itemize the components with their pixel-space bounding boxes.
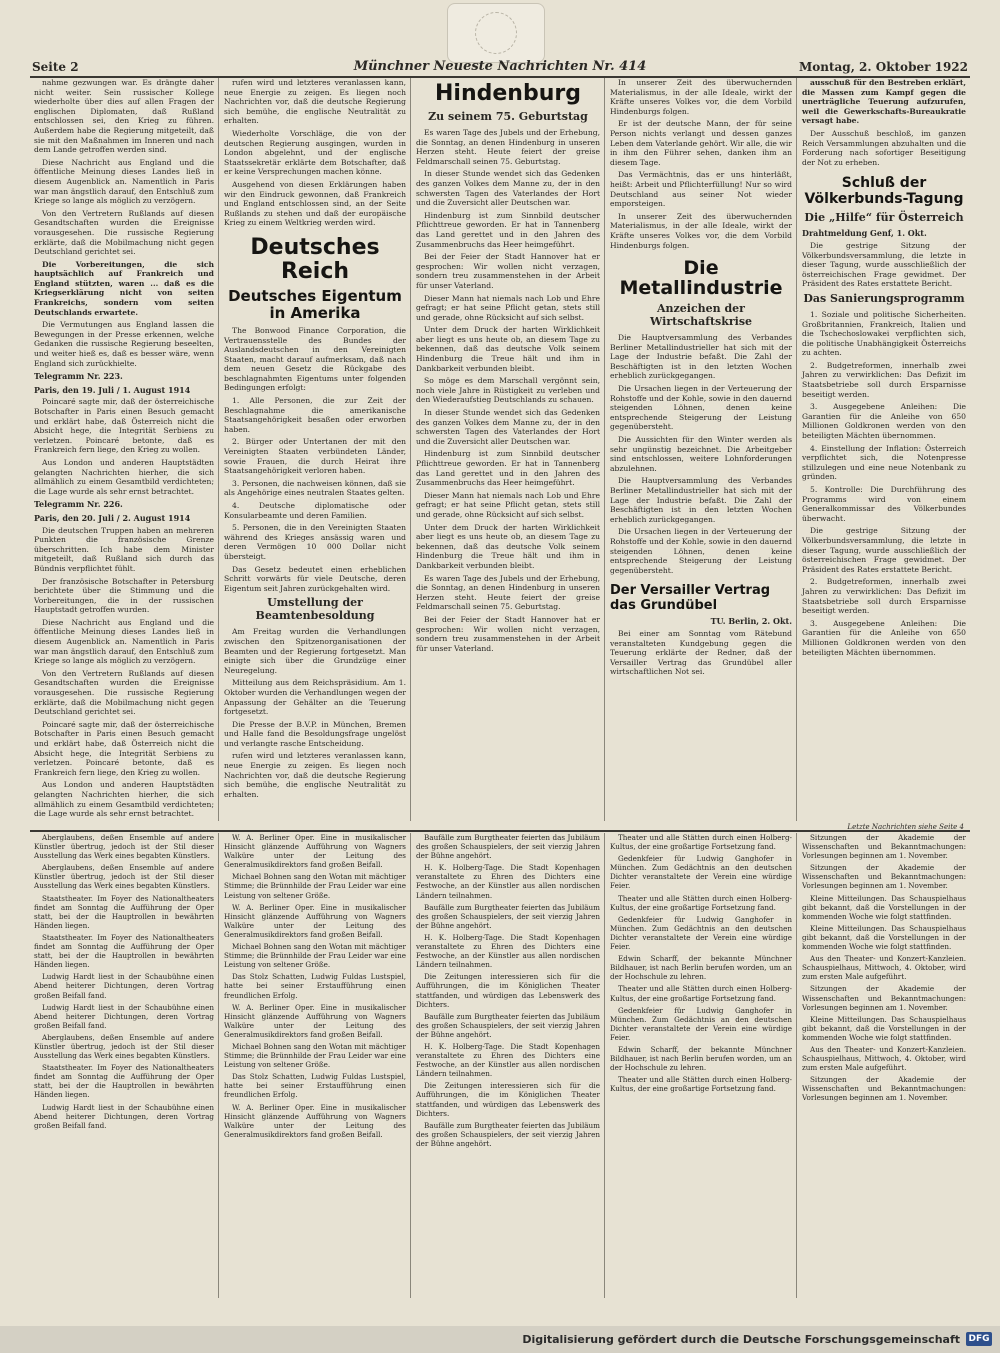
column-rule [218, 833, 219, 1298]
feuilleton-paragraph: Baufälle zum Burgtheater feierten das Jubiläum des großen Schauspielers, der seit vierzig Jahren der Bühne angehört. [416, 833, 600, 861]
article-paragraph: Die Hauptversammlung des Verbandes Berliner Metallindustrieller hat sich mit der Lage der Industrie befaßt. Die Zahl der Beschäftigten ist in den letzten Wochen erheblich zurückgegangen. [610, 476, 792, 524]
article-paragraph: Diese Nachricht aus England und die öffentliche Meinung dieses Landes ließ in diesem Augenblick an. Namentlich in Paris war man ängstlich darauf, den Entschluß zum Kriege so lange als möglich zu verzögern. [34, 617, 214, 666]
article-paragraph: 5. Personen, die in den Vereinigten Staaten während des Krieges ansässig waren und deren Vermögen 10 000 Dollar nicht übersteigt. [224, 523, 406, 561]
article-paragraph: In dieser Stunde wendet sich das Gedenken des ganzen Volkes dem Manne zu, der in den schwersten Tagen des Vaterlandes der Hort und die Zuversicht aller Deutschen war. [416, 169, 600, 208]
column-rule [604, 78, 605, 821]
article-subheading: Das Sanierungsprogramm [803, 291, 965, 305]
feuilleton-paragraph: W. A. Berliner Oper. Eine in musikalischer Hinsicht glänzende Aufführung von Wagners Walküre unter der Leitung des Generalmusikdirektors fand großen Beifall. [224, 1002, 406, 1039]
feuilleton-paragraph: Edwin Scharff, der bekannte Münchner Bildhauer, ist nach Berlin berufen worden, um an der Hochschule zu lehren. [610, 1044, 792, 1073]
stamp-seal [475, 12, 517, 54]
feuilleton-paragraph: Baufälle zum Burgtheater feierten das Jubiläum des großen Schauspielers, der seit vierzig Jahren der Bühne angehört. [416, 1011, 600, 1039]
article-paragraph: Aus London und anderen Hauptstädten gelangten Nachrichten hierher, die sich allmählich zu einem Gesamtbild verdichteten; die Lage wurde als sehr ernst betrachtet. [34, 780, 214, 819]
article-paragraph: Bei der Feier der Stadt Hannover hat er gesprochen: Wir wollen nicht verzagen, sondern treu zusammenstehen in der Arbeit für unser Vaterland. [416, 614, 600, 653]
column-rule [410, 833, 411, 1298]
article-paragraph: 3. Personen, die nachweisen können, daß sie als Angehörige eines neutralen Staates gelten. [224, 478, 406, 498]
feuilleton-paragraph: Theater und alle Stätten durch einen Holberg-Kultus, der eine großartige Fortsetzung fand. [610, 893, 792, 912]
feuilleton-paragraph: Gedenkfeier für Ludwig Ganghofer in München. Zum Gedächtnis an den deutschen Dichter veranstaltete der Verein eine würdige Feier. [610, 914, 792, 952]
article-paragraph: Aus London und anderen Hauptstädten gelangten Nachrichten hierher, die sich allmählich zu einem Gesamtbild verdichteten; die Lage wurde als sehr ernst betrachtet. [34, 457, 214, 496]
article-paragraph: 3. Ausgegebene Anleihen: Die Garantien für die Anleihe von 650 Millionen Goldkronen werden von den beteiligten Mächten übernommen. [802, 402, 966, 441]
article-headline: Der Versailler Vertrag das Grundübel [610, 583, 771, 614]
continuation-note: Letzte Nachrichten siehe Seite 4 [847, 823, 964, 831]
feuilleton-paragraph: Sitzungen der Akademie der Wissenschaften und Bekanntmachungen: Vorlesungen beginnen am 1. November. [802, 984, 966, 1012]
feuilleton-paragraph: Gedenkfeier für Ludwig Ganghofer in München. Zum Gedächtnis an den deutschen Dichter veranstaltete der Verein eine würdige Feier. [610, 854, 792, 891]
article-paragraph: Das Vermächtnis, das er uns hinterläßt, heißt: Arbeit und Pflichterfüllung! Nur so wird Deutschland aus seiner Not wieder emporsteigen. [610, 170, 792, 209]
feuilleton-paragraph: H. K. Holberg-Tage. Die Stadt Kopenhagen veranstaltete zu Ehren des Dichters eine Festwoche, an der Künstler aus allen nordischen Ländern teilnahmen. [416, 932, 600, 970]
feuilleton-paragraph: Aus den Theater- und Konzert-Kanzleien. Schauspielhaus, Mittwoch, 4. Oktober, wird zum ersten Male aufgeführt. [802, 954, 966, 982]
feuilleton-paragraph: Aberglaubens, deßen Ensemble auf andere Künstler übertrug, jedoch ist der Stil dieser Ausstellung das Werk eines begabten Künstlers. [34, 1032, 214, 1061]
feuilleton-paragraph: Das Stolz Schatten, Ludwig Fuldas Lustspiel, hatte bei seiner Erstaufführung einen freundlichen Erfolg. [224, 972, 406, 1000]
feuilleton-column-1 [30, 833, 218, 1298]
article-paragraph: Unter dem Druck der harten Wirklichkeit aber liegt es uns heute ob, an diesem Tage zu bekennen, daß das deutsche Volk seinem Hindenburg die Treue hält und ihm in Dankbarkeit verbunden bleibt. [416, 325, 600, 373]
article-paragraph: Hindenburg ist zum Sinnbild deutscher Pflichttreue geworden. Er hat in Tannenberg das Land gerettet und in den Jahren des Zusammenbruchs das Heer heimgeführt. [416, 449, 600, 488]
article-paragraph: Die Vorbereitungen, die sich hauptsächlich auf Frankreich und England stützten, waren ... daß es die Kriegserklärung nicht von seiten Frankreichs, sondern vom seiten Deutschlands erwartete. [34, 259, 214, 317]
article-paragraph: Es waren Tage des Jubels und der Erhebung, die Sonntag, an denen Hindenburg in unseren Herzen steht. Heute feiert der greise Feldmarschall seinen 75. Geburtstag. [416, 573, 600, 612]
column-rule [796, 78, 797, 821]
feuilleton-paragraph: Aberglaubens, deßen Ensemble auf andere Künstler übertrug, jedoch ist der Stil dieser Ausstellung das Werk eines begabten Künstlers. [34, 863, 214, 891]
article-paragraph: 2. Budgetreformen, innerhalb zwei Jahren zu verwirklichen: Das Defizit im Staatsbetriebe soll durch Ersparnisse beseitigt werden. [802, 360, 966, 399]
telegram-date: Paris, den 20. Juli / 2. August 1914 [34, 512, 191, 523]
feuilleton-paragraph: Sitzungen der Akademie der Wissenschaften und Bekanntmachungen: Vorlesungen beginnen am 1. November. [802, 1075, 966, 1103]
feuilleton-paragraph: Staatstheater. Im Foyer des Nationaltheaters findet am Sonntag die Aufführung der Oper statt, bei der die Hauptrollen in bewährten Händen liegen. [34, 893, 214, 930]
telegram-date: Paris, den 19. Juli / 1. August 1914 [34, 384, 191, 395]
feuilleton-paragraph: W. A. Berliner Oper. Eine in musikalischer Hinsicht glänzende Aufführung von Wagners Walküre unter der Leitung des Generalmusikdirektors fand großen Beifall. [224, 902, 406, 939]
column-4 [606, 78, 796, 821]
feuilleton-paragraph: Sitzungen der Akademie der Wissenschaften und Bekanntmachungen: Vorlesungen beginnen am 1. November. [802, 833, 966, 861]
article-paragraph: Hindenburg ist zum Sinnbild deutscher Pflichttreue geworden. Er hat in Tannenberg das Land gerettet und in den Jahren des Zusammenbruchs das Heer heimgeführt. [416, 210, 600, 249]
feuilleton-paragraph: Die Zeitungen interessieren sich für die Aufführungen, die im Königlichen Theater stattfanden, und würdigen das Lebenswerk des Dichters. [416, 972, 600, 1009]
feuilleton-column-2 [220, 833, 410, 1298]
section-heading: Deutsches Reich [250, 234, 380, 284]
article-paragraph: Bei einer am Sonntag vom Rätebund veranstalteten Kundgebung gegen die Teuerung erklärte der Redner, daß der Versailler Vertrag das Grundübel aller wirtschaftlichen Not sei. [610, 628, 792, 677]
article-subheading: Die „Hilfe“ für Österreich [804, 211, 964, 225]
feuilleton-paragraph: Ludwig Hardt liest in der Schaubühne einen Abend heiterer Dichtungen, deren Vortrag großen Beifall fand. [34, 1102, 214, 1130]
article-paragraph: Die deutschen Truppen haben an mehreren Punkten die französische Grenze überschritten. Ich habe dem Minister mitgeteilt, daß Rußland sich durch das Bündnis verpflichtet fühlt. [34, 525, 214, 573]
feuilleton-paragraph: W. A. Berliner Oper. Eine in musikalischer Hinsicht glänzende Aufführung von Wagners Walküre unter der Leitung des Generalmusikdirektors fand großen Beifall. [224, 1102, 406, 1139]
column-rule [796, 833, 797, 1298]
article-paragraph: Dieser Mann hat niemals nach Lob und Ehre gefragt; er hat seine Pflicht getan, stets still und gerade, ohne Rücksicht auf sich selbst. [416, 293, 600, 322]
feuilleton-paragraph: Baufälle zum Burgtheater feierten das Jubiläum des großen Schauspielers, der seit vierzig Jahren der Bühne angehört. [416, 1120, 600, 1148]
feuilleton-paragraph: Staatstheater. Im Foyer des Nationaltheaters findet am Sonntag die Aufführung der Oper statt, bei der die Hauptrollen in bewährten Händen liegen. [34, 932, 214, 970]
feuilleton-paragraph: Michael Bohnen sang den Wotan mit mächtiger Stimme; die Brünnhilde der Frau Leider war eine Leistung von seltener Größe. [224, 942, 406, 970]
article-paragraph: Poincaré sagte mir, daß der österreichische Botschafter in Paris einen Besuch gemacht und erklärt habe, daß Österreich nicht die Absicht hege, die Integrität Serbiens zu verletzen. Poincaré betonte, daß es Frankreich fern liege, den Krieg zu wollen. [34, 719, 214, 777]
column-3 [412, 78, 604, 821]
page-number: Seite 2 [32, 60, 79, 74]
article-paragraph: Der Ausschuß beschloß, im ganzen Reich Versammlungen abzuhalten und die Forderung nach sofortiger Beseitigung der Not zu erheben. [802, 128, 966, 167]
article-paragraph: Die Hauptversammlung des Verbandes Berliner Metallindustrieller hat sich mit der Lage der Industrie befaßt. Die Zahl der Beschäftigten ist in den letzten Wochen erheblich zurückgegangen. [610, 333, 792, 381]
feuilleton-paragraph: Michael Bohnen sang den Wotan mit mächtiger Stimme; die Brünnhilde der Frau Leider war eine Leistung von seltener Größe. [224, 872, 406, 900]
article-paragraph: Von den Vertretern Rußlands auf diesen Gesandtschaften wurden die Ereignisse vorausgesehen. Die russische Regierung erklärte, daß die Mobilmachung nicht gegen Deutschland gerichtet sei. [34, 668, 214, 717]
article-paragraph: 1. Alle Personen, die zur Zeit der Beschlagnahme die amerikanische Staatsangehörigkeit besaßen oder erworben haben. [224, 396, 406, 434]
article-paragraph: Der französische Botschafter in Petersburg berichtete über die Stimmung und die Vorbereitungen, die in der russischen Hauptstadt getroffen wurden. [34, 576, 214, 615]
feuilleton-paragraph: Aberglaubens, deßen Ensemble auf andere Künstler übertrug, jedoch ist der Stil dieser Ausstellung das Werk eines begabten Künstlers. [34, 833, 214, 861]
feuilleton-paragraph: Edwin Scharff, der bekannte Münchner Bildhauer, ist nach Berlin berufen worden, um an der Hochschule zu lehren. [610, 954, 792, 982]
feuilleton-paragraph: Ludwig Hardt liest in der Schaubühne einen Abend heiterer Dichtungen, deren Vortrag großen Beifall fand. [34, 1002, 214, 1030]
column-2 [220, 78, 410, 821]
feuilleton-paragraph: Kleine Mitteilungen. Das Schauspielhaus gibt bekannt, daß die Vorstellungen in der kommenden Woche wie folgt stattfinden. [802, 893, 966, 921]
article-paragraph: Die Vermutungen aus England lassen die Bewegungen in der Presse erkennen, welche Gedanken die russische Regierung beseelten, und weiter hieß es, daß es besser wäre, wenn England sich zurückhielte. [34, 320, 214, 368]
article-paragraph: Wiederholte Vorschläge, die von der deutschen Regierung ausgingen, wurden in London abgelehnt, und der englische Staatssekretär erklärte dem Botschafter, daß er keine Versprechungen machen könne. [224, 128, 406, 177]
newspaper-title: Münchner Neueste Nachrichten Nr. 414 [353, 59, 647, 74]
article-paragraph: The Bonwood Finance Corporation, die Vertrauensstelle des Bundes der Auslandsdeutschen in den Vereinigten Staaten, macht darauf aufmerksam, daß nach dem neuen Gesetz die Rückgabe des beschlagnahmten Eigentums unter folgenden Bedingungen erfolgt: [224, 325, 406, 393]
article-paragraph: nahme gezwungen war. Es drängte daher nicht weiter. Sein russischer Kollege wiederholte über dies auf allen Fragen der englischen Diplomaten, daß Rußland entschlossen sei, den Krieg zu führen. Außerdem habe die Regierung mitgeteilt, daß sie mit den Maßnahmen im Inneren und nach dem Lande getroffen werden sind. [34, 78, 214, 155]
issue-date: Montag, 2. Oktober 1922 [798, 60, 968, 74]
article-dateline: Drahtmeldung Genf, 1. Okt. [802, 228, 927, 239]
article-paragraph: Die Ursachen liegen in der Verteuerung der Rohstoffe und der Kohle, sowie in den dauernd steigenden Löhnen, denen keine entsprechende Steigerung der Leistung gegenübersteht. [610, 527, 792, 575]
feuilleton-paragraph: Gedenkfeier für Ludwig Ganghofer in München. Zum Gedächtnis an den deutschen Dichter veranstaltete der Verein eine würdige Feier. [610, 1005, 792, 1042]
article-paragraph: Poincaré sagte mir, daß der österreichische Botschafter in Paris einen Besuch gemacht und erklärt habe, daß Österreich nicht die Absicht hege, die Integrität Serbiens zu verletzen. Poincaré betonte, daß es Frankreich fern liege, den Krieg zu wollen. [34, 397, 214, 455]
article-paragraph: Die Presse der B.V.P. in München, Bremen und Halle fand die Besoldungsfrage ungelöst und verlangte rasche Entscheidung. [224, 719, 406, 748]
article-paragraph: Von den Vertretern Rußlands auf diesen Gesandtschaften wurden die Ereignisse vorausgesehen. Die russische Regierung erklärte, daß die Mobilmachung nicht gegen Deutschland gerichtet sei. [34, 208, 214, 257]
article-paragraph: So möge es dem Marschall vergönnt sein, noch viele Jahre in Rüstigkeit zu verleben und den Wiederaufstieg Deutschlands zu schauen. [416, 376, 600, 405]
feuilleton-column-4 [606, 833, 796, 1298]
feuilleton-paragraph: Kleine Mitteilungen. Das Schauspielhaus gibt bekannt, daß die Vorstellungen in der kommenden Woche wie folgt stattfinden. [802, 1014, 966, 1042]
article-paragraph: Er ist der deutsche Mann, der für seine Person nichts verlangt und dessen ganzes Leben dem Vaterlande gehört. Wir alle, die wir in ihm den Führer sehen, danken ihm an diesem Tage. [610, 119, 792, 167]
feuilleton-column-5 [798, 833, 970, 1298]
masthead [30, 60, 970, 74]
feuilleton-paragraph: Aus den Theater- und Konzert-Kanzleien. Schauspielhaus, Mittwoch, 4. Oktober, wird zum ersten Male aufgeführt. [802, 1044, 966, 1073]
article-paragraph: rufen wird und letzteres veranlassen kann, neue Energie zu zeigen. Es liegen noch Nachrichten vor, daß die deutsche Regierung sich bemühe, die englische Neutralität zu erhalten. [224, 751, 406, 799]
library-stamp [447, 3, 545, 63]
article-paragraph: Die Aussichten für den Winter werden als sehr ungünstig bezeichnet. Die Arbeitgeber sind entschlossen, weitere Lohnforderungen abzulehnen. [610, 435, 792, 473]
article-paragraph: Die Ursachen liegen in der Verteuerung der Rohstoffe und der Kohle, sowie in den dauernd steigenden Löhnen, denen keine entsprechende Steigerung der Leistung gegenübersteht. [610, 384, 792, 432]
article-dateline: TU. Berlin, 2. Okt. [710, 616, 792, 627]
article-paragraph: In dieser Stunde wendet sich das Gedenken des ganzen Volkes dem Manne zu, der in den schwersten Tagen des Vaterlandes der Hort und die Zuversicht aller Deutschen war. [416, 408, 600, 446]
column-rule [410, 78, 411, 821]
article-paragraph: 2. Budgetreformen, innerhalb zwei Jahren zu verwirklichen: Das Defizit im Staatsbetriebe soll durch Ersparnisse beseitigt werden. [802, 577, 966, 616]
article-paragraph: rufen wird und letzteres veranlassen kann, neue Energie zu zeigen. Es liegen noch Nachrichten vor, daß die deutsche Regierung sich bemühe, die englische Neutralität zu erhalten. [224, 78, 406, 126]
feuilleton-paragraph: Sitzungen der Akademie der Wissenschaften und Bekanntmachungen: Vorlesungen beginnen am 1. November. [802, 863, 966, 891]
feuilleton-paragraph: H. K. Holberg-Tage. Die Stadt Kopenhagen veranstaltete zu Ehren des Dichters eine Festwoche, an der Künstler aus allen nordischen Ländern teilnahmen. [416, 863, 600, 900]
column-5 [798, 78, 970, 821]
feuilleton-paragraph: H. K. Holberg-Tage. Die Stadt Kopenhagen veranstaltete zu Ehren des Dichters eine Festwoche, an der Künstler aus allen nordischen Ländern teilnahmen. [416, 1041, 600, 1079]
feuilleton-paragraph: W. A. Berliner Oper. Eine in musikalischer Hinsicht glänzende Aufführung von Wagners Walküre unter der Leitung des Generalmusikdirektors fand großen Beifall. [224, 833, 406, 870]
article-paragraph: Es waren Tage des Jubels und der Erhebung, die Sonntag, an denen Hindenburg in unseren Herzen steht. Heute feiert der greise Feldmarschall seinen 75. Geburtstag. [416, 128, 600, 166]
feuilleton-paragraph: Theater und alle Stätten durch einen Holberg-Kultus, der eine großartige Fortsetzung fand. [610, 1075, 792, 1094]
article-paragraph: 3. Ausgegebene Anleihen: Die Garantien für die Anleihe von 650 Millionen Goldkronen werden von den beteiligten Mächten übernommen. [802, 618, 966, 657]
feuilleton-paragraph: Theater und alle Stätten durch einen Holberg-Kultus, der eine großartige Fortsetzung fand. [610, 833, 792, 852]
feuilleton-paragraph: Kleine Mitteilungen. Das Schauspielhaus gibt bekannt, daß die Vorstellungen in der kommenden Woche wie folgt stattfinden. [802, 923, 966, 952]
feuilleton-paragraph: Staatstheater. Im Foyer des Nationaltheaters findet am Sonntag die Aufführung der Oper statt, bei der die Hauptrollen in bewährten Händen liegen. [34, 1063, 214, 1100]
article-paragraph: Am Freitag wurden die Verhandlungen zwischen den Spitzenorganisationen der Beamten und der Regierung fortgesetzt. Man einigte sich über die Grundzüge einer Neuregelung. [224, 627, 406, 675]
article-paragraph: Die gestrige Sitzung der Völkerbundsversammlung, die letzte in dieser Tagung, wurde ausschließlich der österreichischen Frage gewidmet. Der Präsident des Rates erstattete Bericht. [802, 526, 966, 574]
column-rule [604, 833, 605, 1298]
article-paragraph: In unserer Zeit des überwuchernden Materialismus, in der alle Ideale, wirkt der Kräfte unseres Volkes vor, die dem Vorbild Hindenburgs folgen. [610, 211, 792, 250]
article-paragraph: ausschuß für den Bestreben erklärt, die Massen zum Kampf gegen die unerträgliche Teuerung aufzurufen, weil die Gewerkschafts-Bureaukratie versagt habe. [802, 78, 966, 126]
article-headline: Hindenburg [435, 81, 581, 106]
feuilleton-paragraph: Theater und alle Stätten durch einen Holberg-Kultus, der eine großartige Fortsetzung fand. [610, 984, 792, 1003]
article-paragraph: Bei der Feier der Stadt Hannover hat er gesprochen: Wir wollen nicht verzagen, sondern treu zusammenstehen in der Arbeit für unser Vaterland. [416, 252, 600, 290]
feuilleton-paragraph: Die Zeitungen interessieren sich für die Aufführungen, die im Königlichen Theater stattfanden, und würdigen das Lebenswerk des Dichters. [416, 1081, 600, 1118]
dfg-logo: DFG [966, 1332, 992, 1346]
article-subheading: Zu seinem 75. Geburtstag [428, 110, 588, 123]
article-paragraph: 4. Einstellung der Inflation: Österreich verpflichtet sich, die Notenpresse stillzulegen und eine neue Notenbank zu gründen. [802, 443, 966, 482]
feuilleton-column-3 [412, 833, 604, 1298]
telegram-number: Telegramm Nr. 226. [34, 499, 123, 510]
article-paragraph: Unter dem Druck der harten Wirklichkeit aber liegt es uns heute ob, an diesem Tage zu bekennen, daß das deutsche Volk seinem Hindenburg die Treue hält und ihm in Dankbarkeit verbunden bleibt. [416, 522, 600, 570]
column-1 [30, 78, 218, 821]
article-paragraph: Mitteilung aus dem Reichspräsidium. Am 1. Oktober wurden die Verhandlungen wegen der Anpassung der Gehälter an die Teuerung fortgesetzt. [224, 678, 406, 717]
column-rule [218, 78, 219, 821]
article-headline: Die Metallindustrie [619, 257, 783, 300]
feuilleton-paragraph: Michael Bohnen sang den Wotan mit mächtiger Stimme; die Brünnhilde der Frau Leider war eine Leistung von seltener Größe. [224, 1041, 406, 1070]
article-headline: Schluß der Völkerbunds-Tagung [804, 175, 964, 208]
article-paragraph: 2. Bürger oder Untertanen der mit den Vereinigten Staaten verbündeten Länder, sowie Frauen, die durch Heirat ihre Staatsangehörigkeit verloren haben. [224, 437, 406, 476]
article-paragraph: In unserer Zeit des überwuchernden Materialismus, in der alle Ideale, wirkt der Kräfte unseres Volkes vor, die dem Vorbild Hindenburgs folgen. [610, 78, 792, 116]
article-paragraph: 4. Deutsche diplomatische oder Konsularbeamte und deren Familien. [224, 501, 406, 520]
telegram-number: Telegramm Nr. 223. [34, 371, 123, 382]
feuilleton-paragraph: Das Stolz Schatten, Ludwig Fuldas Lustspiel, hatte bei seiner Erstaufführung einen freundlichen Erfolg. [224, 1072, 406, 1100]
digitization-credit: Digitalisierung gefördert durch die Deutsche Forschungsgemeinschaft [522, 1333, 960, 1346]
article-headline: Deutsches Eigentum in Amerika [228, 286, 402, 322]
article-paragraph: Ausgehend von diesen Erklärungen haben wir den Eindruck gewonnen, daß Frankreich und England entschlossen sind, an der Seite Rußlands zu stehen und daß der europäische Krieg zu einem Weltkrieg werden wird. [224, 179, 406, 228]
article-paragraph: 1. Soziale und politische Sicherheiten. Großbritannien, Frankreich, Italien und die Tschechoslowakei verpflichten sich, die politische Unabhängigkeit Österreichs zu achten. [802, 309, 966, 358]
article-subheading: Umstellung der Beamtenbesoldung [255, 596, 375, 623]
article-paragraph: Die gestrige Sitzung der Völkerbundsversammlung, die letzte in dieser Tagung, wurde ausschließlich der österreichischen Frage gewidmet. Der Präsident des Rates erstattete Bericht. [802, 240, 966, 289]
article-paragraph: Das Gesetz bedeutet einen erheblichen Schritt vorwärts für viele Deutsche, deren Eigentum seit Jahren zurückgehalten wird. [224, 564, 406, 593]
article-subheading: Anzeichen der Wirtschaftskrise [649, 302, 753, 329]
article-paragraph: Diese Nachricht aus England und die öffentliche Meinung dieses Landes ließ in diesem Augenblick an. Namentlich in Paris war man ängstlich darauf, den Entschluß zum Kriege so lange als möglich zu verzögern. [34, 157, 214, 206]
article-paragraph: 5. Kontrolle: Die Durchführung des Programms wird von einem Generalkommissar des Völkerbundes überwacht. [802, 485, 966, 523]
feuilleton-paragraph: Ludwig Hardt liest in der Schaubühne einen Abend heiterer Dichtungen, deren Vortrag großen Beifall fand. [34, 972, 214, 1000]
article-paragraph: Dieser Mann hat niemals nach Lob und Ehre gefragt; er hat seine Pflicht getan, stets still und gerade, ohne Rücksicht auf sich selbst. [416, 490, 600, 519]
feuilleton-paragraph: Baufälle zum Burgtheater feierten das Jubiläum des großen Schauspielers, der seit vierzig Jahren der Bühne angehört. [416, 902, 600, 930]
feuilleton-rule [30, 830, 970, 832]
